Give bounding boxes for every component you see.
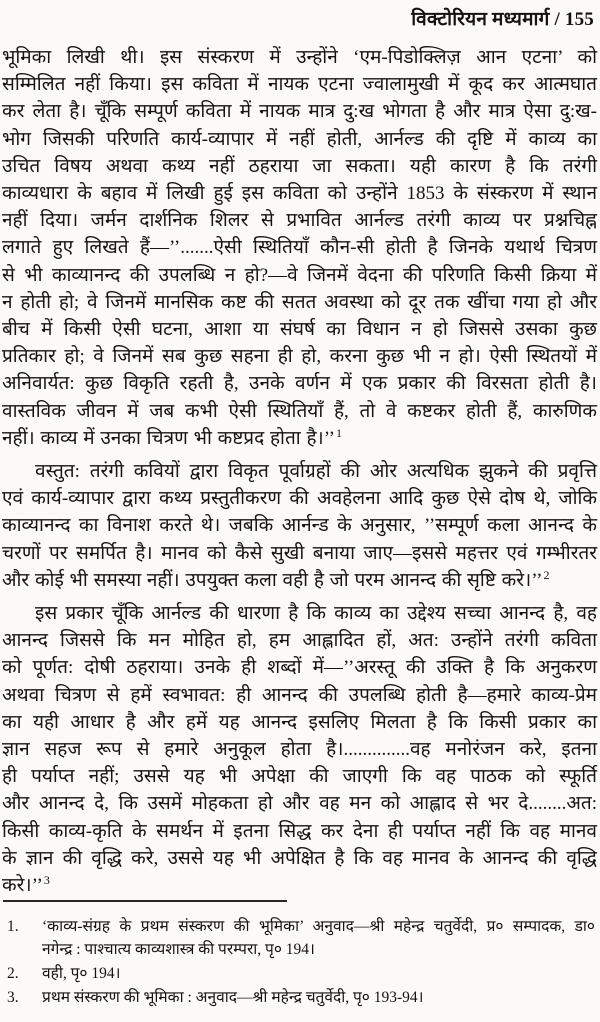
text-line: भोग जिसकी परिणति कार्य-व्यापार में नहीं होती, आर्नल्ड की दृष्टि में काव्य का: [2, 128, 597, 150]
text-line: भूमिका लिखी थी। इस संस्करण में उन्होंने ‘एम-पिडोक्लिज़ आन एटना’ को: [2, 47, 597, 68]
text-line: के ज्ञान की वृद्धि करे, उससे यह भी अपेक्षित है कि वह मानव के आनन्द की वृद्धि: [2, 847, 597, 869]
footnote-ref: 2: [543, 567, 550, 582]
text-line: से भी काव्यानन्द की उपलब्धि न हो?—वे जिनमें वेदना की परिणति किसी क्रिया में: [2, 264, 597, 286]
text-line: कर लेता है। चूँकि सम्पूर्ण कविता में नायक मात्र दु:ख भोगता है और मात्र ऐसा दु:ख-: [2, 101, 597, 123]
text-line: उचित विषय अथवा कथ्य नहीं ठहराया जा सकता। यही कारण है कि तरंगी: [2, 155, 597, 177]
text-line: लगाते हुए लिखते हैं—’’.......ऐसी स्थितियाँ कौन-सी होती है जिनके यथार्थ चित्रण: [2, 237, 597, 259]
text-line: काव्यधारा के बहाव में लिखी हुई इस कविता को उन्होंने 1853 के संस्करण में स्थान: [2, 183, 597, 205]
footnote-line: वही, पृ० 194।: [42, 965, 121, 982]
text-line: प्रतिकार हो; वे जिनमें सब कुछ सहना ही हो, करना कुछ भी न हो। ऐसी स्थितयों में: [2, 346, 597, 368]
text-line: वस्तुत: तरंगी कवियों द्वारा विकृत पूर्वाग्रहों की ओर अत्यधिक झुकने की प्रवृत्ति: [35, 461, 597, 483]
text-line: बीच में किसी ऐसी घटना, आशा या संघर्ष का विधान न हो जिससे उसका कुछ: [2, 319, 597, 341]
footnote-number: 3.: [7, 989, 19, 1006]
text-line: काव्यानन्द का विनाश करते थे। जबकि आर्नन्ड के अनुसार, ’’सम्पूर्ण कला आनन्द के: [2, 515, 597, 537]
footnote-line: नगेन्द्र : पाश्चात्य काव्यशास्त्र की परम्परा, पृ० 194।: [42, 941, 315, 958]
footnote-number: 1.: [7, 918, 19, 935]
text-line: न होती हो; वे जिनमें मानसिक कष्ट की सतत अवस्था को दूर तक खींचा गया हो और: [2, 291, 597, 313]
text-line: इस प्रकार चूँकि आर्नल्ड की धारणा है कि काव्य का उद्देश्य सच्चा आनन्द है, वह: [35, 603, 597, 625]
text-line: ज्ञान सहज रूप से हमारे अनुकूल होता है।..............वह मनोरंजन करे, इतना: [2, 739, 597, 761]
footnote-item: [2, 986, 597, 1009]
text-line: अथवा चित्रण से हमें स्वभावत: ही आनन्द की उपलब्धि होती है—हमारे काव्य-प्रेम: [2, 684, 597, 706]
text-line: नहीं दिया। जर्मन दार्शनिक शिलर से प्रभावित आर्नल्ड तरंगी काव्य पर प्रश्नचिह्न: [2, 210, 597, 232]
footnote-number: 2.: [7, 965, 19, 982]
text-line: और आनन्द दे, कि उसमें मोहकता हो और वह मन को आह्लाद से भर दे........अत:: [2, 793, 597, 815]
footnote-line: ‘काव्य-संग्रह के प्रथम संस्करण की भूमिका’ अनुवाद—श्री महेन्द्र चतुर्वेदी, प्र० सम्पादक, डा०: [42, 918, 595, 935]
footnote-text: [42, 915, 597, 961]
text-line: अनिवार्यत: कुछ विकृति रहती है, उनके वर्णन में एक प्रकार की विरसता होती है।: [2, 373, 597, 395]
page-header: विक्टोरियन मध्यमार्ग / 155: [411, 9, 594, 30]
body-paragraphs: [2, 44, 597, 899]
text-line: किसी काव्य-कृति के समर्थन में इतना सिद्ध कर देना ही पर्याप्त नहीं कि वह मानव: [2, 820, 597, 842]
footnote-ref: 1: [336, 425, 342, 440]
footnote-text: [42, 986, 597, 1009]
text-line: को पूर्णत: दोषी ठहराया। उनके ही शब्दों में—’’अरस्तू की उक्ति है कि अनुकरण: [2, 657, 597, 679]
text-line: और कोई भी समस्या नहीं। उपयुक्त कला वही है जो परम आनन्द की सृष्टि करे।’’$^2$: [2, 567, 550, 591]
paragraph: [2, 44, 597, 452]
footnote-list: [2, 915, 597, 1009]
text-line: ही पर्याप्त नहीं; उससे यह भी अपेक्षा की जाएगी कि वह पाठक को स्फूर्ति: [2, 766, 597, 788]
footnote-line: प्रथम संस्करण की भूमिका : अनुवाद—श्री महेन्द्र चतुर्वेदी, पृ० 193-94।: [42, 989, 424, 1006]
text-line: करे।’’$^3$: [2, 872, 50, 897]
text-line: नहीं। काव्य में उनका चित्रण भी कष्टप्रद होता है।’’$^1$: [2, 425, 342, 449]
text-line: आनन्द जिससे कि मन मोहित हो, हम आह्लादित हों, अत: उन्होंने तरंगी कविता: [2, 630, 597, 652]
footnote-ref: 3: [43, 872, 50, 887]
text-line: सम्मिलित नहीं किया। इस कविता में नायक एटना ज्वालामुखी में कूद कर आत्मघात: [2, 74, 597, 96]
text-line: चरणों पर समर्पित है। मानव को कैसे सुखी बनाया जाए—इससे महत्तर एवं गम्भीरतर: [2, 542, 597, 564]
text-line: एवं कार्य-व्यापार द्वारा कथ्य प्रस्तुतीकरण की अवहेलना आदि कुछ ऐसे दोष थे, जोकि: [2, 488, 597, 510]
paragraph: [2, 600, 597, 899]
footnote-section: [2, 900, 597, 1010]
text-line: का यही आधार है और हमें यह आनन्द इसलिए मिलता है कि किसी प्रकार का: [2, 711, 597, 733]
text-line: वास्तविक जीवन में जब कभी ऐसी स्थितियाँ हैं, तो वे कष्टकर होती हैं, कारुणिक: [2, 400, 597, 422]
paragraph: [2, 458, 597, 594]
footnote-divider: [3, 900, 287, 902]
footnote-text: [42, 962, 597, 985]
footnote-item: [2, 915, 597, 961]
footnote-item: [2, 962, 597, 985]
